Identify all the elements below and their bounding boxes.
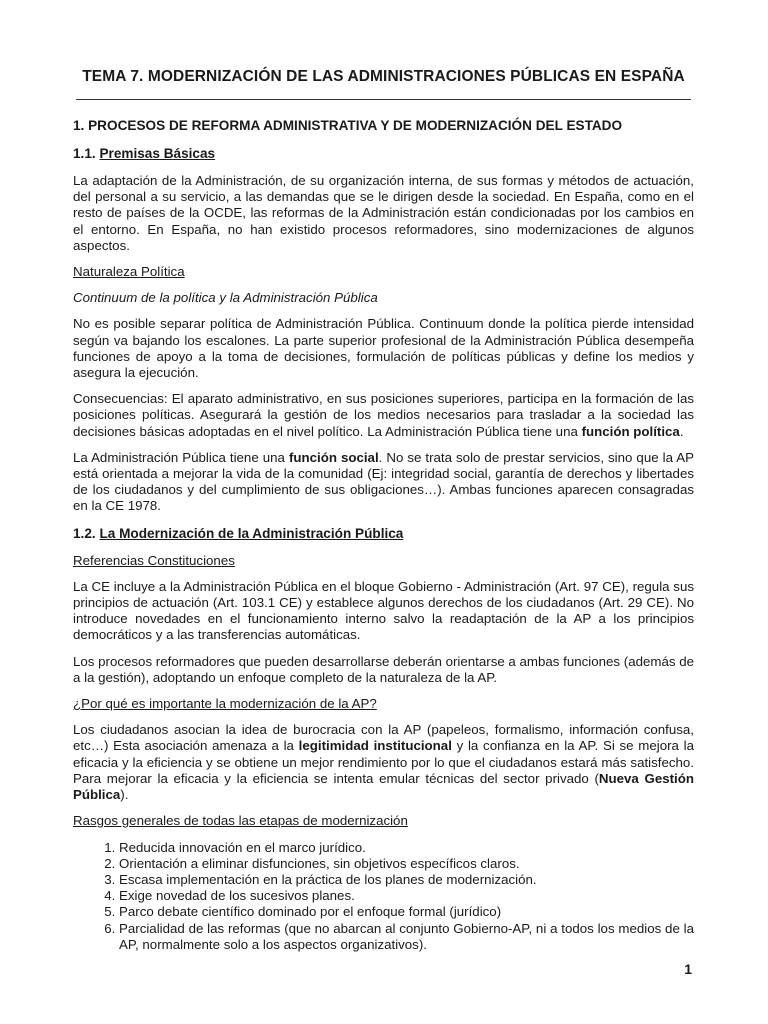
list-item: 4. Exige novedad de los sucesivos planes. xyxy=(119,888,694,904)
label-por-que: ¿Por qué es importante la modernización de la AP? xyxy=(73,696,377,712)
paragraph-adaptacion: La adaptación de la Administración, de su organización interna, de sus formas y métodos de actuación, del personal a su servicio, a las demandas que se le dirigen desde la sociedad. En España, como en el resto de países de la OCDE, las reformas de la Administración están condicionadas por los cambios en el entorno. En España, no han existido procesos reformadores, sino modernizaciones de algunos aspectos. xyxy=(73,173,694,253)
list-item: 6. Parcialidad de las reformas (que no abarcan al conjunto Gobierno-AP, ni a todos los medios de la AP, normalmente solo a los aspectos organizativos). xyxy=(119,921,694,953)
section-heading: 1. PROCESOS DE REFORMA ADMINISTRATIVA Y DE MODERNIZACIÓN DEL ESTADO xyxy=(73,118,623,133)
document-title: TEMA 7. MODERNIZACIÓN DE LAS ADMINISTRACIONES PÚBLICAS EN ESPAÑA xyxy=(82,68,685,85)
subsection-heading-modernizacion xyxy=(73,525,694,543)
title-divider xyxy=(76,99,691,100)
paragraph-funcion-social: La Administración Pública tiene una función social. No se trata solo de prestar servicios, sino que la AP está orientada a mejorar la vida de la comunidad (Ej: integridad social, garantía de derechos y libertades de los ciudadanos y del cumplimiento de sus obligaciones…). Ambas funciones aparecen consagradas en la CE 1978. xyxy=(73,449,694,514)
subsection-number: 1.1. xyxy=(73,146,96,161)
paragraph-ce: La CE incluye a la Administración Pública en el bloque Gobierno - Administración (Art. 97 CE), regula sus principios de actuación (Art. 103.1 CE) y establece algunos derechos de los ciudadanos (Art. 29 CE). No introduce novedades en el funcionamiento interno salvo la readaptación de la AP a los principios democráticos y a las transferencias automáticas. xyxy=(73,578,694,643)
label-referencias: Referencias Constituciones xyxy=(73,552,235,568)
paragraph-consecuencias: Consecuencias: El aparato administrativo, en sus posiciones superiores, participa en la formación de las posiciones políticas. Asegurará la gestión de los medios necesarios para trasladar a la sociedad las decisiones básicas adoptadas en el nivel político. La Administración Pública tiene una función política. xyxy=(73,391,694,439)
label-rasgos: Rasgos generales de todas las etapas de modernización xyxy=(73,813,408,829)
rasgos-list xyxy=(73,840,694,953)
bold-funcion-politica: función política xyxy=(581,423,680,439)
subsection-number: 1.2. xyxy=(73,525,96,541)
list-item: 5. Parco debate científico dominado por el enfoque formal (jurídico) xyxy=(119,904,694,920)
subsection-title: La Modernización de la Administración Pública xyxy=(99,525,404,541)
paragraph-continuum: No es posible separar política de Administración Pública. Continuum donde la política pierde intensidad según va bajando los escalones. La parte superior profesional de la Administración Pública desempeña funciones de apoyo a la toma de decisiones, formulación de políticas públicas y define los medios y asegura la ejecución. xyxy=(73,316,694,381)
paragraph-procesos: Los procesos reformadores que pueden desarrollarse deberán orientarse a ambas funciones (además de a la gestión), adoptando un enfoque completo de la naturaleza de la AP. xyxy=(73,653,694,685)
bold-nueva-gestion: Nueva Gestión Pública xyxy=(73,770,694,803)
bold-legitimidad: legitimidad institucional xyxy=(298,738,452,754)
page-number: 1 xyxy=(684,961,692,977)
bold-funcion-social: función social xyxy=(288,449,379,465)
subsection-heading-premisas xyxy=(73,145,694,163)
list-item: 2. Orientación a eliminar disfunciones, sin objetivos específicos claros. xyxy=(119,856,694,872)
list-item: 3. Escasa implementación en la práctica de los planes de modernización. xyxy=(119,872,694,888)
paragraph-burocracia: Los ciudadanos asocian la idea de burocracia con la AP (papeleos, formalismo, información confusa, etc…) Esta asociación amenaza a la legitimidad institucional y la confianza en la AP. Si se mejora la eficacia y la eficiencia y se obtiene un mejor rendimiento por lo que el ciudadanos estará más satisfecho. Para mejorar la eficacia y la eficiencia se intenta emular técnicas del sector privado (Nueva Gestión Pública). xyxy=(73,722,694,803)
subsection-title: Premisas Básicas xyxy=(99,146,216,161)
label-naturaleza-politica: Naturaleza Política xyxy=(73,264,185,280)
italic-continuum: Continuum de la política y la Administración Pública xyxy=(73,290,378,306)
list-item: 1. Reducida innovación en el marco jurídico. xyxy=(119,840,694,856)
